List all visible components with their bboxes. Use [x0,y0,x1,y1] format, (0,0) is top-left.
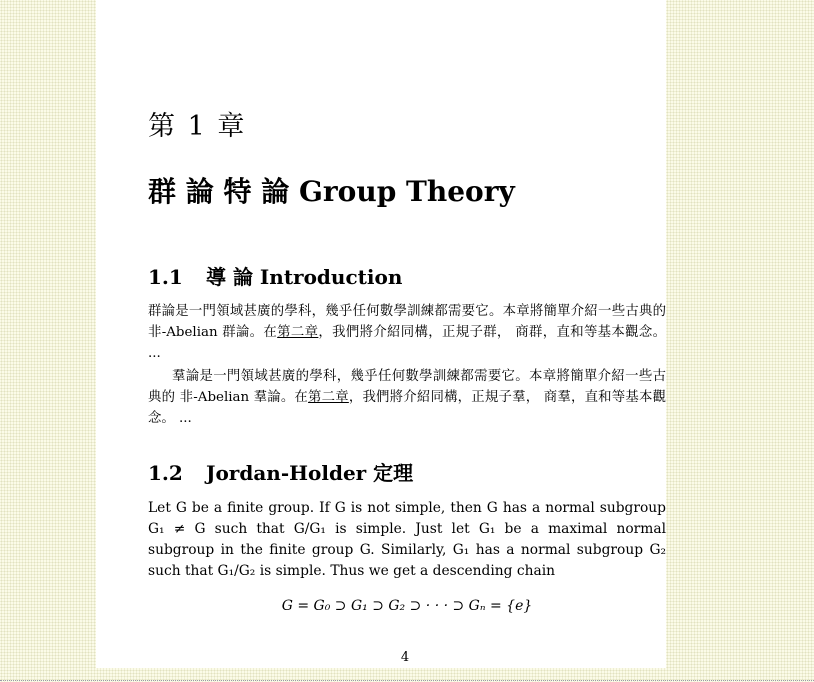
paragraph-jordan-holder: Let G be a finite group. If G is not simple, then G has a normal subgroup G₁ ≠ G such that G/G₁ is simple. Just let G₁ be a maximal normal subgroup in the finite group G. Similarly, G₁ has a normal subgroup G₂ such that G₁/G₂ is simple. Thus we get a descending chain [148,500,666,579]
section-title: Jordan-Holder 定理 [206,461,414,485]
page-number: 4 [400,650,410,665]
chapter-title: 群 論 特 論 Group Theory [148,175,515,208]
chapter-two-link[interactable]: 第二章 [308,390,349,405]
paragraph-text: 群論是一門領域甚廣的學科，幾乎任何數學訓練都需要它。本章將簡單介紹一些古典的 非-Abelian 群論。在 [148,304,666,340]
paragraph-intro-traditional [148,301,666,364]
section-number: 1.2 [148,461,183,485]
descending-chain-equation: G = G₀ ⊃ G₁ ⊃ G₂ ⊃ · · · ⊃ Gₙ = {e} [281,598,533,614]
paragraph-text: ，我們將介紹同構，正規子群， 商群，直和等基本觀念。 ... [148,325,667,361]
paragraph-intro-variant [148,366,666,429]
paragraph-text: ，我們將介紹同構，正規子羣， 商羣，直和等基本觀念。 ... [148,390,666,426]
chapter-two-link[interactable]: 第二章 [277,325,319,340]
section-number: 1.1 [148,265,183,289]
section-title: 導 論 Introduction [206,265,403,289]
section-heading-introduction [148,261,666,290]
document-page [96,0,666,668]
paragraph-text: 羣論是一門領域甚廣的學科，幾乎任何數學訓練都需要它。本章將簡單介紹一些古典的 非-Abelian 羣論。在 [148,369,666,405]
chapter-number: 第 1 章 [148,111,247,142]
bottom-divider [0,680,814,681]
section-heading-jordan-holder [148,457,666,486]
